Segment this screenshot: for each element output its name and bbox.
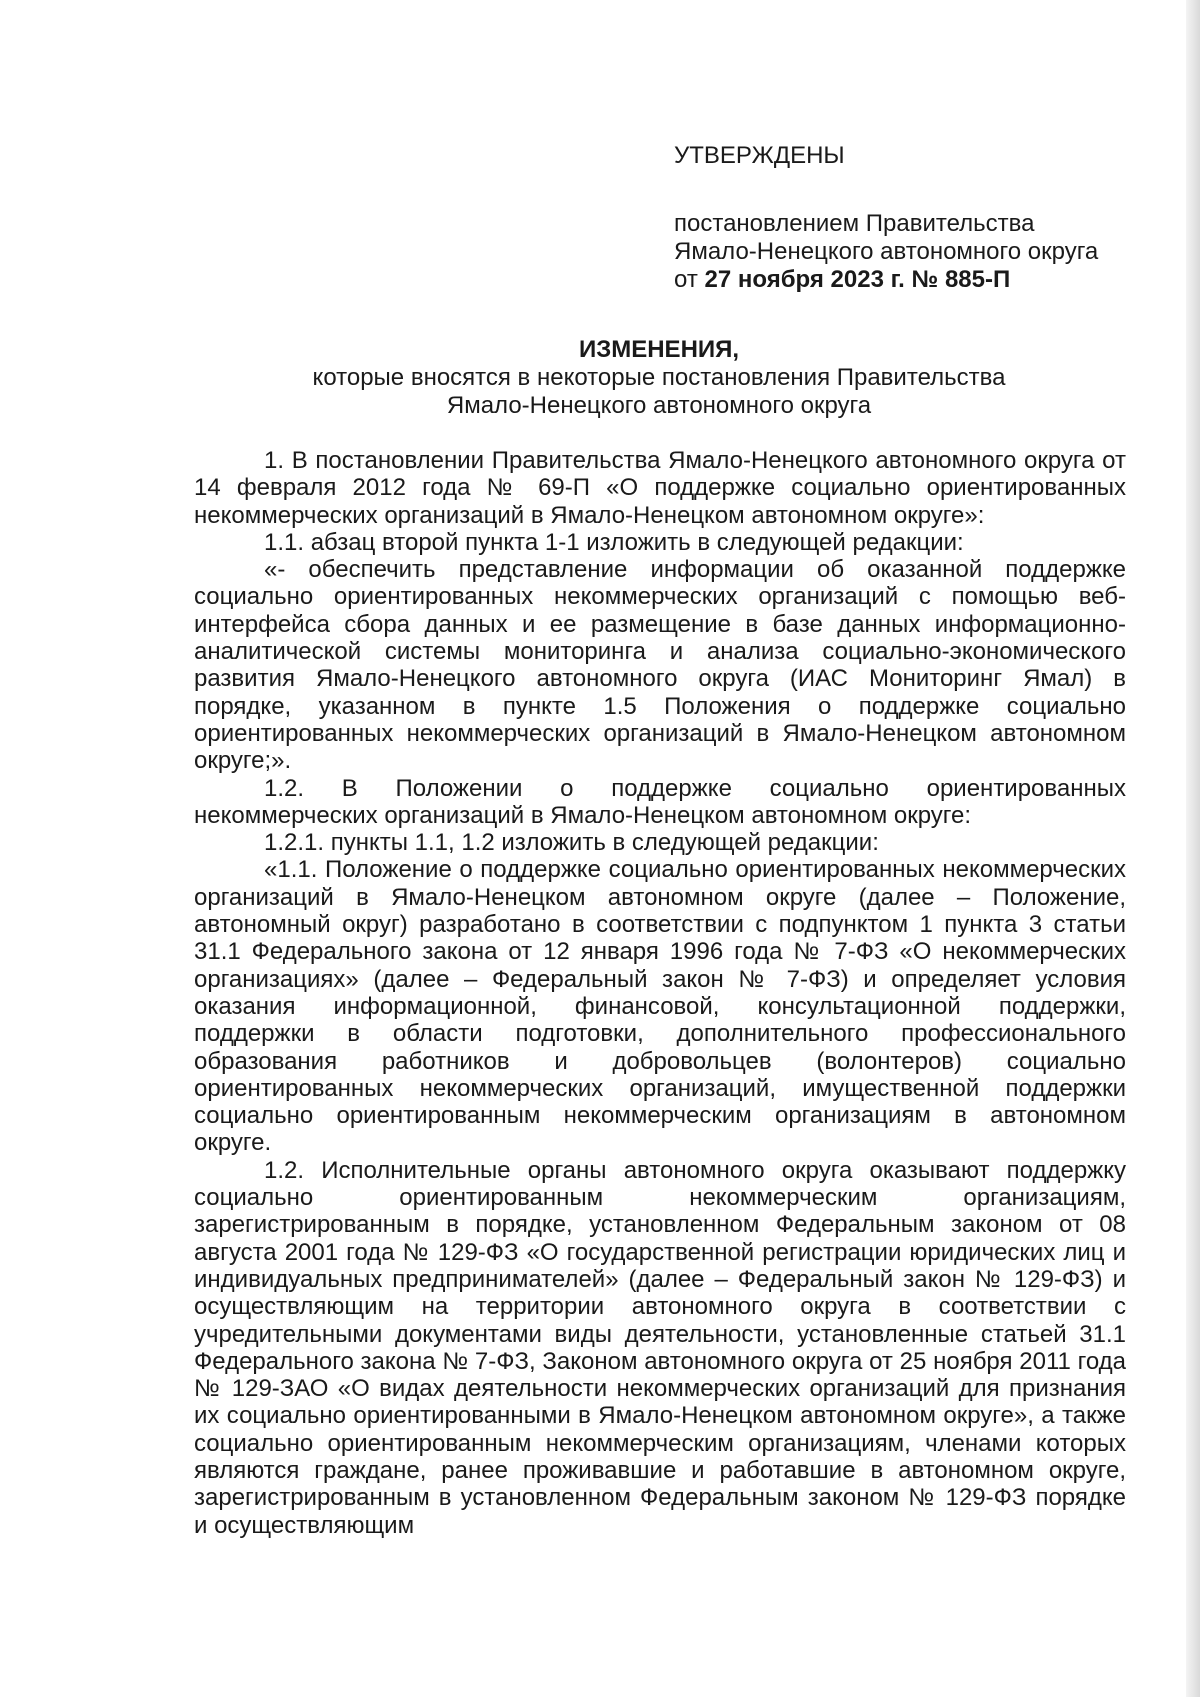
document-title: ИЗМЕНЕНИЯ, <box>578 336 740 363</box>
approval-date-line <box>674 266 1154 294</box>
paragraph-1: 1. В постановлении Правительства Ямало-Ненецкого автономного округа от 14 февраля 2012 года № 69-П «О поддержке социально ориентированных некоммерческих организаций в Ямало-Ненецком автономном округе»: <box>194 447 1126 529</box>
approval-date-prefix: от <box>674 266 705 293</box>
approval-line-1: постановлением Правительства <box>674 210 1035 237</box>
approved-label: УТВЕРЖДЕНЫ <box>674 142 845 169</box>
approval-line-2: Ямало-Ненецкого автономного округа <box>674 238 1099 265</box>
page-edge-shadow <box>1186 0 1200 1697</box>
approval-date-value: 27 ноября 2023 г. № 885-П <box>704 266 1011 293</box>
paragraph-quote-1-2: 1.2. Исполнительные органы автономного округа оказывают поддержку социально ориентированным некоммерческим организациям, зарегистрированным в порядке, установленном Федеральным законом от 08 августа 2001 года № 129-ФЗ «О государственной регистрации юридических лиц и индивидуальных предпринимателей» (далее – Федеральный закон № 129-ФЗ) и осуществляющим на территории автономного округа в соответствии с учредительными документами виды деятельности, установленные статьей 31.1 Федерального закона № 7-ФЗ, Законом автономного округа от 25 ноября 2011 года № 129-ЗАО «О видах деятельности некоммерческих организаций для признания их социально ориентированными в Ямало-Ненецком автономном округе», а также социально ориентированным некоммерческим организациям, членами которых являются граждане, ранее проживавшие и работавшие в автономном округе, зарегистрированным в установленном Федеральным законом № 129-ФЗ порядке и осуществляющим <box>194 1156 1126 1539</box>
document-subtitle-line-1: которые вносятся в некоторые постановления Правительства <box>312 364 1006 391</box>
document-heading <box>194 336 1124 420</box>
document-body <box>194 447 1126 1539</box>
paragraph-quote-1: «- обеспечить представление информации об оказанной поддержке социально ориентированных некоммерческих организаций с помощью веб-интерфейса сбора данных и ее размещение в базе данных информационно-аналитической системы мониторинга и анализа социально-экономического развития Ямало-Ненецкого автономного округа (ИАС Мониторинг Ямал) в порядке, указанном в пункте 1.5 Положения о поддержке социально ориентированных некоммерческих организаций в Ямало-Ненецком автономном округе;». <box>194 556 1126 775</box>
paragraph-1-2-1: 1.2.1. пункты 1.1, 1.2 изложить в следующей редакции: <box>264 829 879 857</box>
paragraph-1-1: 1.1. абзац второй пункта 1-1 изложить в следующей редакции: <box>264 528 964 556</box>
paragraph-1-2: 1.2. В Положении о поддержке социально ориентированных некоммерческих организаций в Ямало-Ненецком автономном округе: <box>194 774 1126 829</box>
approval-block <box>674 142 1154 294</box>
paragraph-quote-1-1: «1.1. Положение о поддержке социально ориентированных некоммерческих организаций в Ямало-Ненецком автономном округе (далее – Положение, автономный округ) разработано в соответствии с подпунктом 1 пункта 3 статьи 31.1 Федерального закона от 12 января 1996 года № 7-ФЗ «О некоммерческих организациях» (далее – Федеральный закон № 7-ФЗ) и определяет условия оказания информационной, финансовой, консультационной поддержки, поддержки в области подготовки, дополнительного профессионального образования работников и добровольцев (волонтеров) социально ориентированных некоммерческих организаций, имущественной поддержки социально ориентированным некоммерческим организациям в автономном округе. <box>194 856 1126 1157</box>
document-subtitle-line-2: Ямало-Ненецкого автономного округа <box>446 392 872 419</box>
